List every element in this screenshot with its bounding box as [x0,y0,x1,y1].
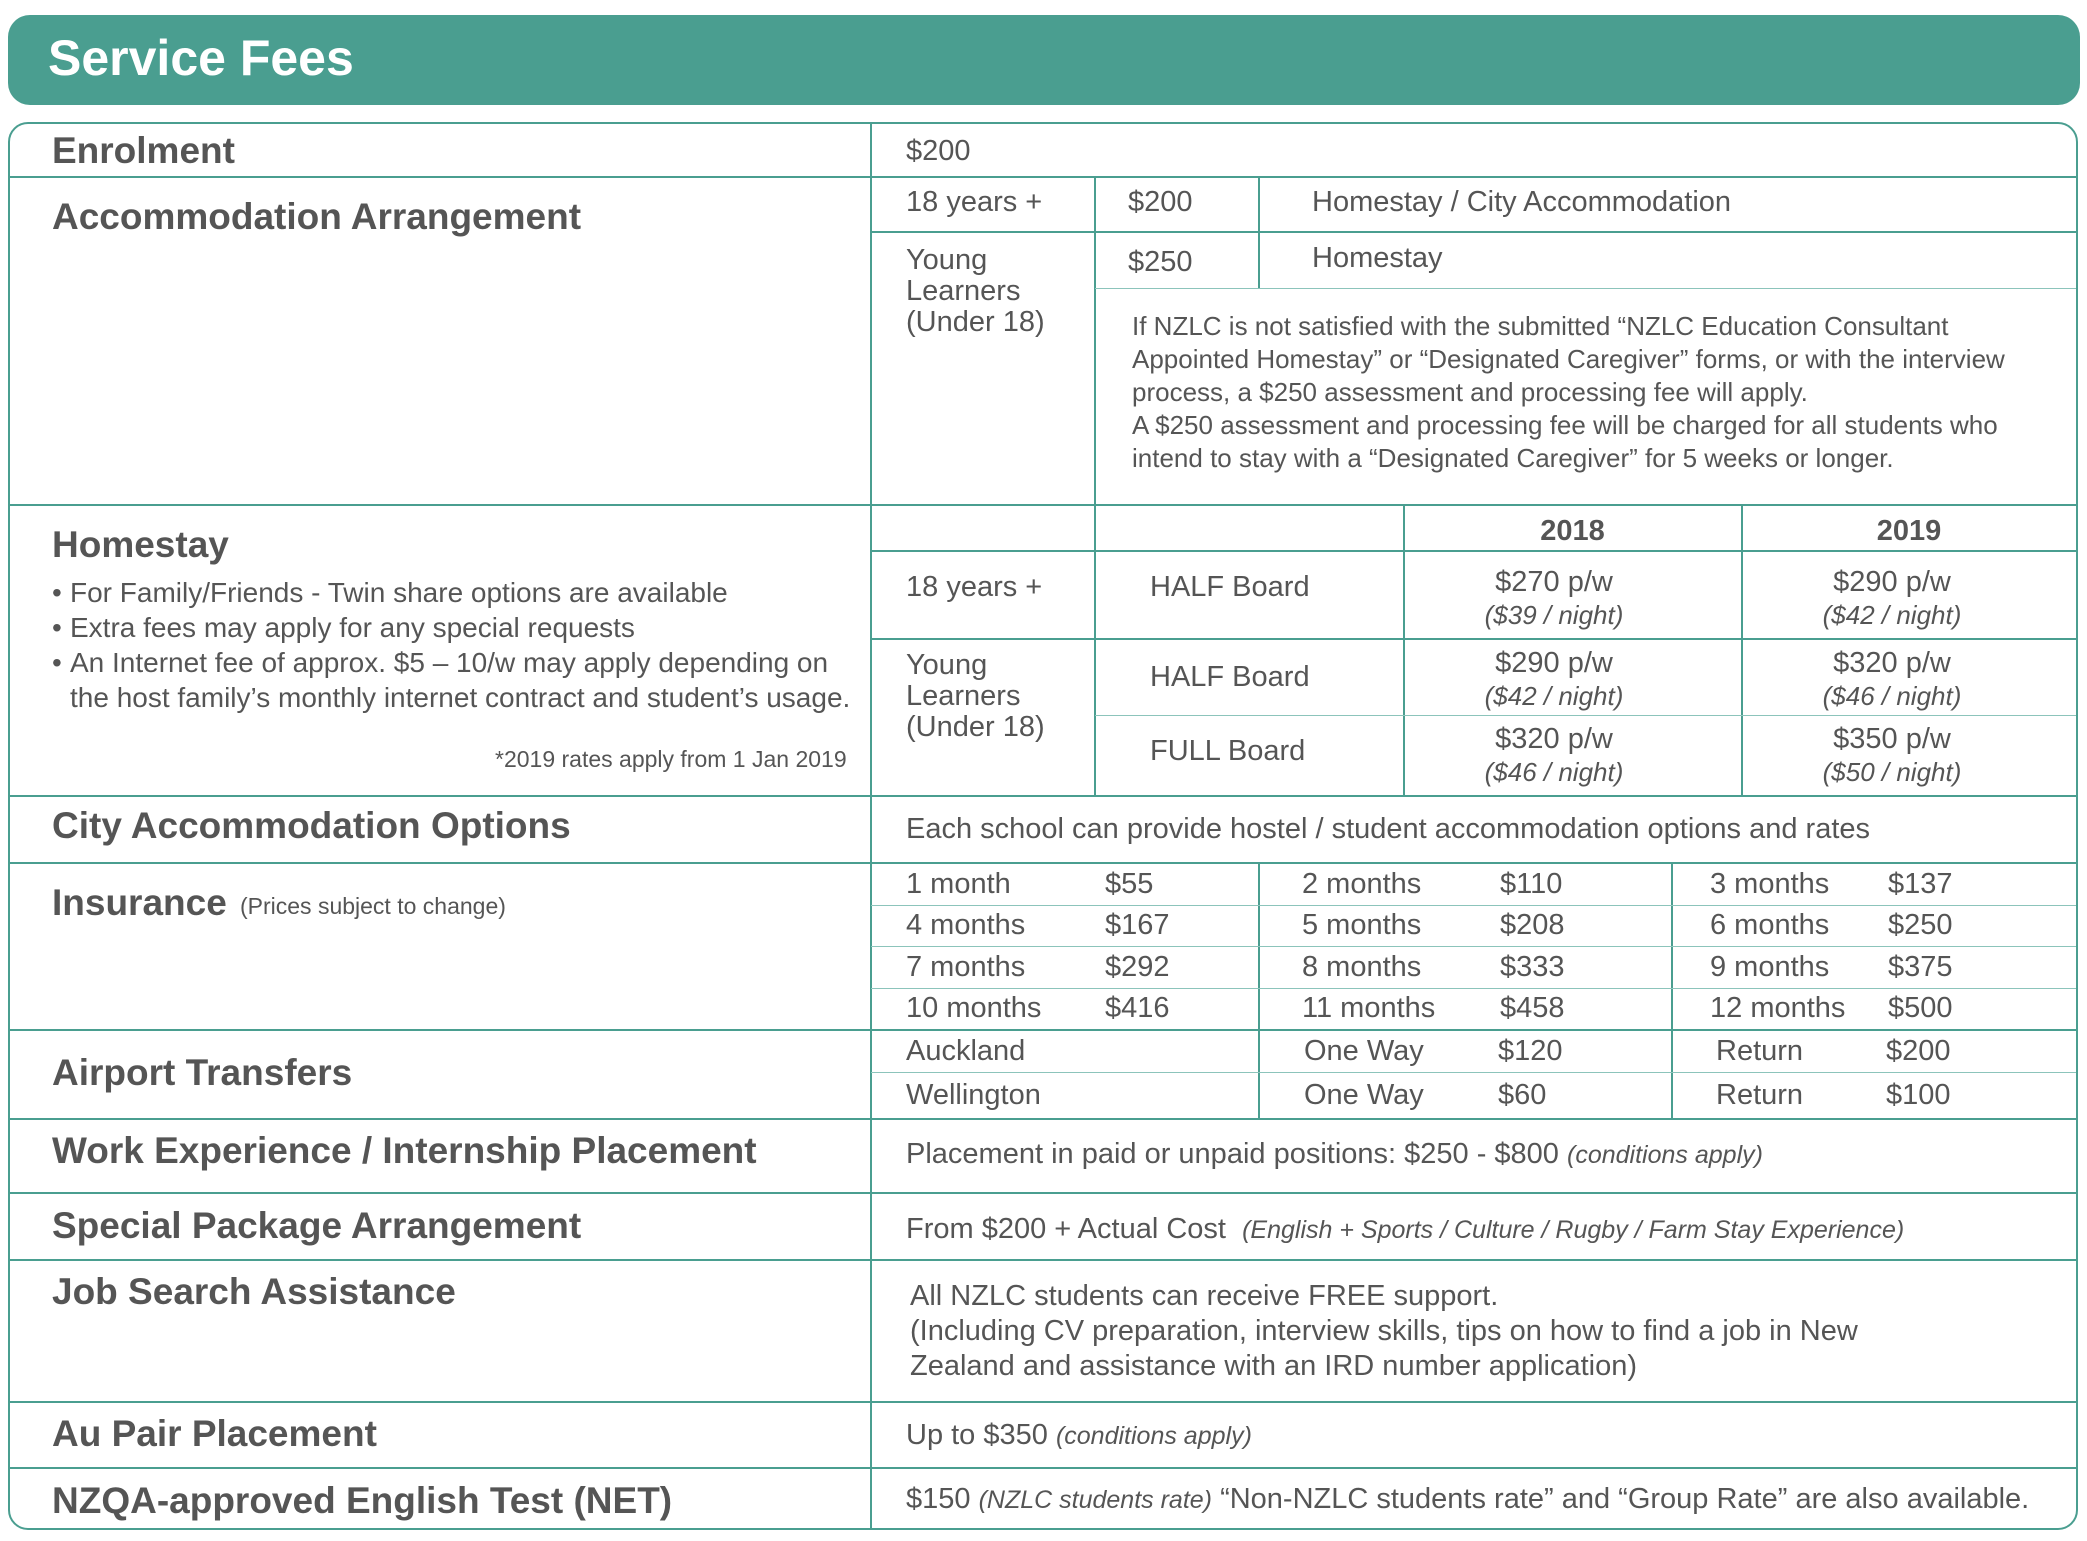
insurance-price: $55 [1105,868,1154,900]
accommodation-young-type: Homestay [1312,242,1443,274]
list-item: • An Internet fee of approx. $5 – 10/w may apply depending on the host family’s monthly internet contract and student’s usage. [52,645,870,715]
insurance-note: (Prices subject to change) [240,893,506,919]
page-title: Service Fees [48,30,354,86]
insurance-label: Insurance [52,882,227,923]
accommodation-label: Accommodation Arrangement [52,196,582,237]
homestay-year-2019: 2019 [1876,515,1942,547]
divider [10,1401,2076,1403]
divider [871,946,2076,947]
divider [871,231,2076,233]
special-label: Special Package Arrangement [52,1205,582,1246]
accommodation-adult-fee: $200 [1128,186,1193,218]
airport-return-price: $200 [1886,1035,1951,1067]
insurance-price: $416 [1105,992,1170,1024]
insurance-months: 9 months [1710,951,1830,983]
airport-one-way-price: $60 [1498,1079,1547,1111]
divider [871,638,2076,640]
insurance-months: 7 months [906,951,1026,983]
insurance-months: 6 months [1710,909,1830,941]
airport-city: Auckland [906,1035,1026,1067]
insurance-price: $137 [1888,868,1953,900]
homestay-year-2018: 2018 [1540,515,1605,547]
homestay-footnote: *2019 rates apply from 1 Jan 2019 [495,746,847,772]
homestay-young-age: Young Learners (Under 18) [906,649,1045,743]
list-item: • Extra fees may apply for any special requests [52,610,870,645]
insurance-months: 1 month [906,868,1011,900]
insurance-months: 11 months [1302,992,1436,1024]
divider [10,1029,2076,1031]
insurance-price: $375 [1888,951,1953,983]
insurance-price: $292 [1105,951,1170,983]
divider [10,1259,2076,1261]
divider [10,1192,2076,1194]
divider [1095,715,2076,716]
homestay-rate: $320 p/w ($46 / night) [1484,723,1624,787]
airport-city: Wellington [906,1079,1041,1111]
insurance-months: 3 months [1710,868,1830,900]
homestay-bullets [52,575,870,715]
homestay-rate: $350 p/w ($50 / night) [1822,723,1962,787]
divider [1094,505,1096,795]
divider [10,1467,2076,1469]
insurance-price: $208 [1500,909,1565,941]
divider [871,1072,2076,1073]
city-label: City Accommodation Options [52,805,571,846]
insurance-price: $500 [1888,992,1953,1024]
divider [10,504,2076,506]
homestay-label: Homestay [52,524,229,565]
divider [10,862,2076,864]
divider [871,550,2076,552]
insurance-months: 8 months [1302,951,1422,983]
divider [10,795,2076,797]
divider [10,1118,2076,1120]
divider [871,905,2076,906]
accommodation-adult-type: Homestay / City Accommodation [1312,186,1732,218]
insurance-price: $458 [1500,992,1565,1024]
city-value: Each school can provide hostel / student accommodation options and rates [906,813,1871,845]
accommodation-adult-age: 18 years + [906,186,1043,218]
homestay-adult-age: 18 years + [906,571,1043,603]
divider [1258,1030,1260,1119]
homestay-board: FULL Board [1150,735,1306,767]
airport-one-way: One Way [1304,1079,1424,1111]
divider [1095,288,2076,289]
accommodation-young-age: Young Learners (Under 18) [906,244,1045,338]
work-label: Work Experience / Internship Placement [52,1130,757,1171]
job-label: Job Search Assistance [52,1271,456,1312]
insurance-months: 4 months [906,909,1026,941]
net-label: NZQA-approved English Test (NET) [52,1480,673,1521]
enrolment-value: $200 [906,135,971,167]
homestay-board: HALF Board [1150,571,1310,603]
work-value: Placement in paid or unpaid positions: $250 - $800 (conditions apply) [906,1138,1763,1170]
homestay-rate: $320 p/w ($46 / night) [1822,647,1962,711]
accommodation-note: If NZLC is not satisfied with the submitted “NZLC Education Consultant Appointed Homestay” or “Designated Caregiver” forms, or with the interview process, a $250 assessment and processing fee will apply. A $250 assessment and processing fee will be charged for all students who intend to stay with a “Designated Caregiver” for 5 weeks or longer. [1132,311,2005,473]
airport-return: Return [1716,1079,1804,1111]
divider [1094,177,1096,504]
insurance-months: 10 months [906,992,1042,1024]
homestay-rate: $290 p/w ($42 / night) [1484,647,1624,711]
list-item: • For Family/Friends - Twin share options are available [52,575,870,610]
divider [1258,177,1260,289]
divider [1671,1030,1673,1119]
airport-one-way-price: $120 [1498,1035,1563,1067]
airport-label: Airport Transfers [52,1052,353,1093]
aupair-value: Up to $350 (conditions apply) [906,1419,1252,1451]
net-value: $150 (NZLC students rate) “Non-NZLC students rate” and “Group Rate” are also available. [906,1483,2030,1515]
header-banner [8,15,2080,105]
job-value: All NZLC students can receive FREE support. (Including CV preparation, interview skills, tips on how to find a job in New Zealand and assistance with an IRD number application) [910,1280,1858,1382]
special-value: From $200 + Actual Cost (English + Sports / Culture / Rugby / Farm Stay Experience) [906,1213,1905,1245]
accommodation-young-fee: $250 [1128,246,1193,278]
airport-return: Return [1716,1035,1804,1067]
airport-one-way: One Way [1304,1035,1424,1067]
insurance-months: 2 months [1302,868,1422,900]
divider [871,988,2076,989]
insurance-price: $333 [1500,951,1565,983]
aupair-label: Au Pair Placement [52,1413,377,1454]
insurance-months: 12 months [1710,992,1846,1024]
homestay-rate: $270 p/w ($39 / night) [1484,566,1624,630]
homestay-board: HALF Board [1150,661,1310,693]
insurance-months: 5 months [1302,909,1422,941]
insurance-price: $250 [1888,909,1953,941]
insurance-price: $167 [1105,909,1170,941]
divider [870,124,872,1528]
homestay-rate: $290 p/w ($42 / night) [1822,566,1962,630]
airport-return-price: $100 [1886,1079,1951,1111]
insurance-price: $110 [1500,868,1563,900]
divider [10,176,2076,178]
enrolment-label: Enrolment [52,130,235,171]
